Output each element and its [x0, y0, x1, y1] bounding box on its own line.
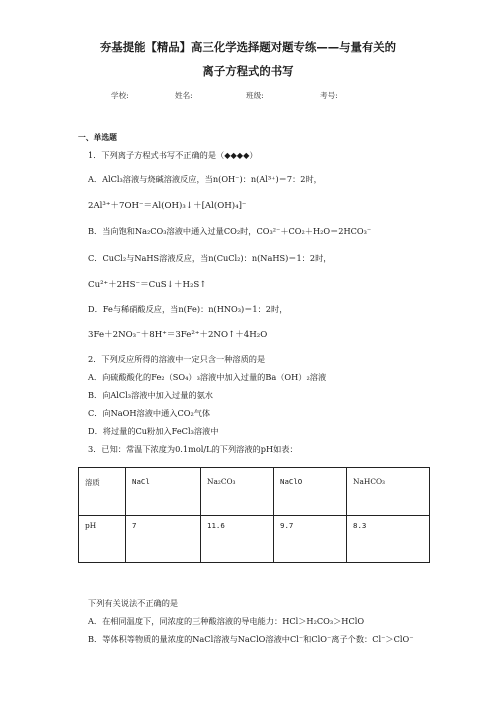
table-cell: 8.3	[347, 516, 430, 563]
q1-option-b: B．当向饱和Na₂CO₃溶液中通入过量CO₂时，CO₃²⁻＋CO₂＋H₂O＝2HCO₃⁻	[88, 226, 372, 236]
q3-prompt: 下列有关说法不正确的是	[88, 598, 179, 608]
table-header-cell: NaClO	[274, 468, 347, 516]
name-label: 姓名:	[175, 91, 193, 100]
page-title-line2: 离子方程式的书写	[202, 64, 294, 78]
class-label: 班级:	[246, 91, 264, 100]
table-cell: pH	[79, 516, 126, 563]
q3-stem: 3．已知：常温下浓度为0.1mol/L的下列溶液的pH如表：	[88, 444, 298, 454]
page-title-line1: 夯基提能【精品】高三化学选择题对题专练——与量有关的	[99, 40, 397, 54]
table-header-cell: Na₂CO₃	[201, 468, 274, 516]
q1-option-d-equation: 3Fe＋2NO₃⁻＋8H⁺＝3Fe²⁺＋2NO↑＋4H₂O	[88, 330, 268, 340]
q1-option-a-equation: 2Al³⁺＋7OH⁻＝Al(OH)₃↓＋[Al(OH)₄]⁻	[88, 201, 247, 211]
table-cell: 9.7	[274, 516, 347, 563]
section-heading: 一、单选题	[78, 133, 117, 142]
q3-option-b: B．等体积等物质的量浓度的NaCl溶液与NaClO溶液中Cl⁻和ClO⁻离子个数：Cl⁻＞ClO⁻	[88, 634, 414, 644]
q1-stem: 1．下列离子方程式书写不正确的是（◆◆◆◆）	[88, 150, 258, 160]
table-cell: 11.6	[201, 516, 274, 563]
q2-option-a: A．向硫酸酸化的Fe₂（SO₄）₃溶液中加入过量的Ba（OH）₂溶液	[88, 372, 327, 382]
table-row	[79, 516, 430, 563]
q1-option-c-equation: Cu²⁺＋2HS⁻＝CuS↓＋H₂S↑	[88, 280, 207, 290]
table-header-row	[79, 468, 430, 516]
q2-option-d: D．将过量的Cu粉加入FeCl₃溶液中	[88, 426, 219, 436]
table-cell: 7	[126, 516, 201, 563]
table-header-cell: NaHCO₃	[347, 468, 430, 516]
q1-option-a: A．AlCl₃溶液与烧碱溶液反应，当n(OH⁻)：n(Al³⁺)＝7：2时，	[88, 174, 322, 184]
table-header-cell: NaCl	[126, 468, 201, 516]
school-label: 学校:	[111, 91, 129, 100]
q3-option-a: A．在相同温度下，同浓度的三种酸溶液的导电能力：HCl＞H₂CO₃＞HClO	[88, 616, 365, 626]
q2-option-c: C．向NaOH溶液中通入CO₂气体	[88, 408, 211, 418]
table-header-cell: 溶质	[79, 468, 126, 516]
q1-option-d: D．Fe与稀硝酸反应，当n(Fe)：n(HNO₃)＝1：2时，	[88, 304, 288, 314]
ph-table	[78, 467, 430, 563]
exam-number-label: 考号:	[320, 91, 338, 100]
q2-option-b: B．向AlCl₃溶液中加入过量的氨水	[88, 390, 213, 400]
q2-stem: 2．下列反应所得的溶液中一定只含一种溶质的是	[88, 354, 266, 364]
q1-option-c: C．CuCl₂与NaHS溶液反应，当n(CuCl₂)：n(NaHS)＝1：2时，	[88, 253, 332, 263]
